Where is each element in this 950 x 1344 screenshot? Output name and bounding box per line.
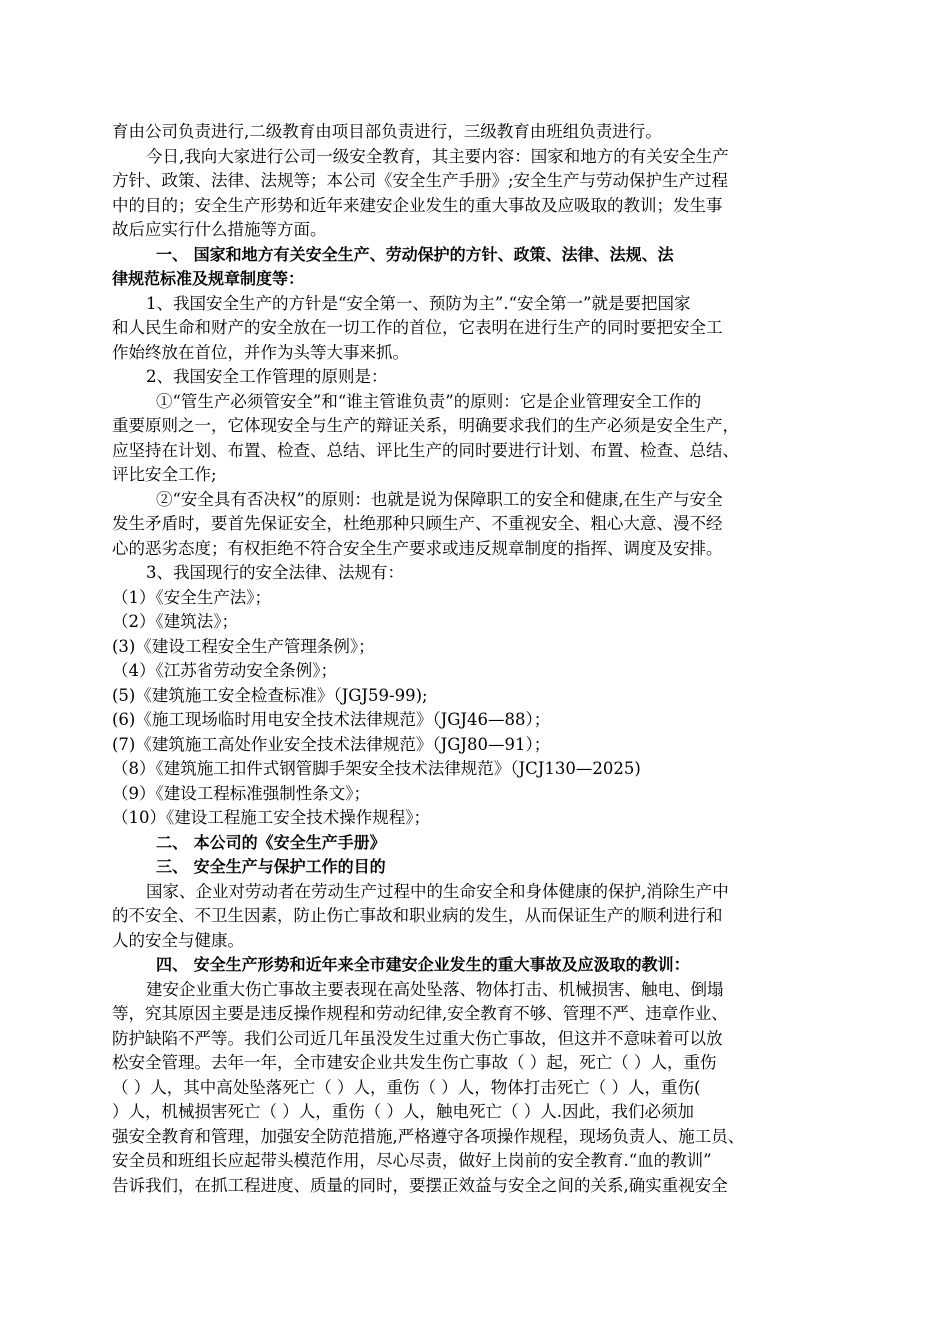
text-line: 强安全教育和管理，加强安全防范措施,严格遵守各项操作规程，现场负责人、施工员、 xyxy=(112,1126,745,1146)
text-line: （ ）人，其中高处坠落死亡（ ）人，重伤（ ）人，物体打击死亡（ ）人，重伤( xyxy=(112,1077,701,1097)
text-line: 中的目的；安全生产形势和近年来建安企业发生的重大事故及应吸取的教训；发生事 xyxy=(112,195,723,215)
text-line: 今日,我向大家进行公司一级安全教育，其主要内容：国家和地方的有关安全生产 xyxy=(146,146,729,166)
text-line: 评比安全工作; xyxy=(112,465,217,484)
text-line: 一、 国家和地方有关安全生产、劳动保护的方针、政策、法律、法规、法 xyxy=(156,244,674,264)
text-line: 告诉我们，在抓工程进度、质量的同时，要摆正效益与安全之间的关系,确实重视安全 xyxy=(112,1175,728,1195)
text-line: ②“安全具有否决权”的原则：也就是说为保障职工的安全和健康,在生产与安全 xyxy=(156,489,723,509)
text-line: 律规范标准及规章制度等： xyxy=(112,269,305,288)
text-line: 二、 本公司的《安全生产手册》 xyxy=(156,832,386,852)
text-line: 1、我国安全生产的方针是“安全第一、预防为主”.“安全第一”就是要把国家 xyxy=(146,293,691,313)
text-line: 的不安全、不卫生因素，防止伤亡事故和职业病的发生，从而保证生产的顺利进行和 xyxy=(112,906,723,925)
text-line: ①“管生产必须管安全”和“谁主管谁负责”的原则：它是企业管理安全工作的 xyxy=(156,391,702,411)
text-line: 发生矛盾时，要首先保证安全，杜绝那种只顾生产、不重视安全、粗心大意、漫不经 xyxy=(112,514,723,533)
text-line: 3、我国现行的安全法律、法规有： xyxy=(146,563,404,582)
document-page xyxy=(112,120,852,1198)
text-line: 和人民生命和财产的安全放在一切工作的首位，它表明在进行生产的同时要把安全工 xyxy=(112,318,723,337)
text-line: (5)《建筑施工安全检查标准》（JGJ59-99); xyxy=(112,685,428,705)
text-line: 国家、企业对劳动者在劳动生产过程中的生命安全和身体健康的保护,消除生产中 xyxy=(146,881,729,901)
text-line: （10）《建设工程施工安全技术操作规程》； xyxy=(112,808,430,827)
text-line: ）人，机械损害死亡（ ）人，重伤（ ）人，触电死亡（ ）人.因此，我们必须加 xyxy=(112,1102,694,1121)
text-line: 应坚持在计划、布置、检查、总结、评比生产的同时要进行计划、布置、检查、总结、 xyxy=(112,440,739,460)
text-line: （1）《安全生产法》； xyxy=(112,587,271,607)
text-line: 等，究其原因主要是违反操作规程和劳动纪律,安全教育不够、管理不严、违章作业、 xyxy=(112,1004,728,1023)
text-line: 四、 安全生产形势和近年来全市建安企业发生的重大事故及应汲取的教训： xyxy=(156,955,690,974)
text-line: 方针、政策、法律、法规等；本公司《安全生产手册》;安全生产与劳动保护生产过程 xyxy=(112,171,729,190)
text-line: （8）《建筑施工扣件式钢管脚手架安全技术法律规范》（JCJ130—2025) xyxy=(112,759,641,778)
text-line: 2、我国安全工作管理的原则是： xyxy=(146,367,388,386)
text-line: (7)《建筑施工高处作业安全技术法律规范》（JGJ80—91）； xyxy=(112,734,551,754)
text-line: 防护缺陷不严等。我们公司近几年虽没发生过重大伤亡事故，但这并不意味着可以放 xyxy=(112,1028,723,1048)
text-line: （4）《江苏省劳动安全条例》； xyxy=(112,661,337,680)
text-line: 三、 安全生产与保护工作的目的 xyxy=(156,857,386,876)
text-line: 作始终放在首位，并作为头等大事来抓。 xyxy=(112,342,409,362)
text-line: 建安企业重大伤亡事故主要表现在高处坠落、物体打击、机械损害、触电、倒塌 xyxy=(146,979,724,999)
text-line: 松安全管理。去年一年，全市建安企业共发生伤亡事故（ ）起，死亡（ ）人，重伤 xyxy=(112,1053,717,1072)
text-line: 故后应实行什么措施等方面。 xyxy=(112,220,327,239)
text-line: 安全员和班组长应起带头模范作用，尽心尽责，做好上岗前的安全教育.“血的教训” xyxy=(112,1151,712,1170)
text-line: 重要原则之一，它体现安全与生产的辩证关系，明确要求我们的生产必须是安全生产， xyxy=(112,416,739,435)
text-line: 心的恶劣态度；有权拒绝不符合安全生产要求或违反规章制度的指挥、调度及安排。 xyxy=(112,538,723,558)
text-line: (6)《施工现场临时用电安全技术法律规范》（JGJ46—88）； xyxy=(112,710,551,729)
text-line: 人的安全与健康。 xyxy=(112,930,244,950)
text-line: （9）《建设工程标准强制性条文》； xyxy=(112,783,370,803)
text-line: (3)《建设工程安全生产管理条例》； xyxy=(112,636,375,656)
text-line: （2）《建筑法》； xyxy=(112,612,238,631)
text-line: 育由公司负责进行,二级教育由项目部负责进行，三级教育由班组负责进行。 xyxy=(112,122,662,141)
